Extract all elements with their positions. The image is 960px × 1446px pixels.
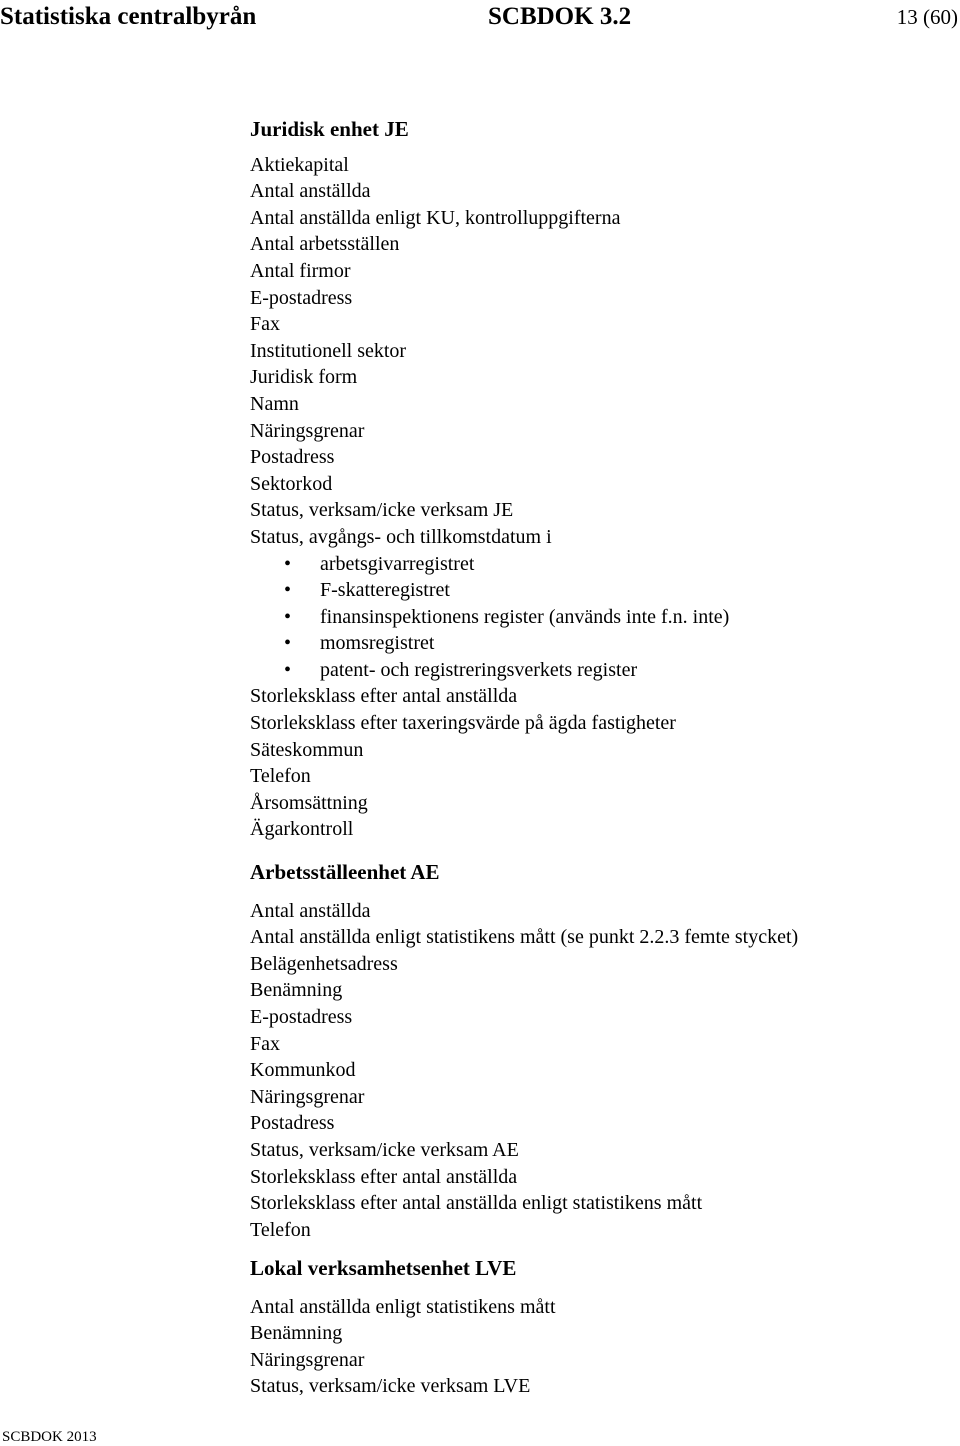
variable-list xyxy=(250,152,729,551)
bullet-item xyxy=(250,604,729,631)
list-item: Telefon xyxy=(250,765,311,788)
organization-name: Statistiska centralbyrån xyxy=(0,3,257,30)
page-footer: SCBDOK 2013 xyxy=(2,1429,97,1445)
variable-list xyxy=(250,898,798,1244)
section-lokal-verksamhetsenhet xyxy=(250,1255,556,1400)
list-item: Antal anställda xyxy=(250,180,371,203)
bullet-text: finansinspektionens register (används inte f.n. inte) xyxy=(320,605,730,628)
list-item: Storleksklass efter antal anställda enligt statistikens mått xyxy=(250,1192,703,1215)
list-item: Kommunkod xyxy=(250,1059,356,1082)
list-item: Storleksklass efter antal anställda xyxy=(250,1165,518,1188)
bullet-item xyxy=(250,630,729,657)
list-item: Postadress xyxy=(250,446,335,469)
section-title: Juridisk enhet JE xyxy=(250,117,409,141)
list-item: Institutionell sektor xyxy=(250,339,407,362)
list-item: Antal firmor xyxy=(250,259,351,282)
list-item: Namn xyxy=(250,392,299,415)
bullet-item xyxy=(250,551,729,578)
bullet-icon: • xyxy=(284,579,292,602)
list-item: Näringsgrenar xyxy=(250,419,365,442)
page-number: 13 (60) xyxy=(896,5,958,29)
list-item: Storleksklass efter antal anställda xyxy=(250,685,518,708)
bullet-item xyxy=(250,577,729,604)
bullet-icon: • xyxy=(284,632,292,655)
list-item: Status, verksam/icke verksam AE xyxy=(250,1138,519,1161)
list-item: Näringsgrenar xyxy=(250,1348,365,1371)
list-item: Fax xyxy=(250,1032,280,1055)
document-id: SCBDOK 3.2 xyxy=(488,3,632,30)
bullet-text: arbetsgivarregistret xyxy=(320,552,475,575)
list-item: Näringsgrenar xyxy=(250,1085,365,1108)
list-item: Postadress xyxy=(250,1112,335,1135)
list-item: Benämning xyxy=(250,1322,343,1345)
list-item: Juridisk form xyxy=(250,366,358,389)
page-header xyxy=(0,0,960,36)
bullet-icon: • xyxy=(284,605,292,628)
list-item: Årsomsättning xyxy=(250,791,368,814)
variable-list-continued xyxy=(250,683,729,843)
list-item: Sektorkod xyxy=(250,472,333,495)
list-item: Antal anställda xyxy=(250,899,371,922)
list-item: Benämning xyxy=(250,979,343,1002)
list-item: Belägenhetsadress xyxy=(250,952,398,975)
bullet-list xyxy=(250,551,729,684)
list-item: Ägarkontroll xyxy=(250,818,354,841)
list-item: E-postadress xyxy=(250,286,353,309)
list-item: Antal arbetsställen xyxy=(250,233,400,256)
section-juridisk-enhet xyxy=(250,116,729,843)
list-item: Fax xyxy=(250,313,280,336)
list-item: Säteskommun xyxy=(250,738,364,761)
list-item: Aktiekapital xyxy=(250,153,349,176)
bullet-item xyxy=(250,657,729,684)
list-item: Telefon xyxy=(250,1218,311,1241)
section-title: Arbetsställeenhet AE xyxy=(250,860,440,884)
bullet-text: patent- och registreringsverkets register xyxy=(320,658,638,681)
variable-list xyxy=(250,1294,556,1400)
list-item: Status, verksam/icke verksam JE xyxy=(250,499,514,522)
bullet-icon: • xyxy=(284,658,292,681)
list-item: Status, verksam/icke verksam LVE xyxy=(250,1375,531,1398)
section-title: Lokal verksamhetsenhet LVE xyxy=(250,1256,517,1280)
list-item: Antal anställda enligt statistikens mått xyxy=(250,1295,556,1318)
list-item: Antal anställda enligt KU, kontrolluppgifterna xyxy=(250,206,621,229)
list-item: Storleksklass efter taxeringsvärde på ägda fastigheter xyxy=(250,712,676,735)
bullet-icon: • xyxy=(284,552,292,575)
list-item: Antal anställda enligt statistikens mått (se punkt 2.2.3 femte stycket) xyxy=(250,926,799,949)
list-item: E-postadress xyxy=(250,1005,353,1028)
bullet-text: momsregistret xyxy=(320,632,435,655)
list-item: Status, avgångs- och tillkomstdatum i xyxy=(250,525,552,548)
bullet-text: F-skatteregistret xyxy=(320,579,450,602)
section-arbetsstalleenhet xyxy=(250,859,798,1243)
